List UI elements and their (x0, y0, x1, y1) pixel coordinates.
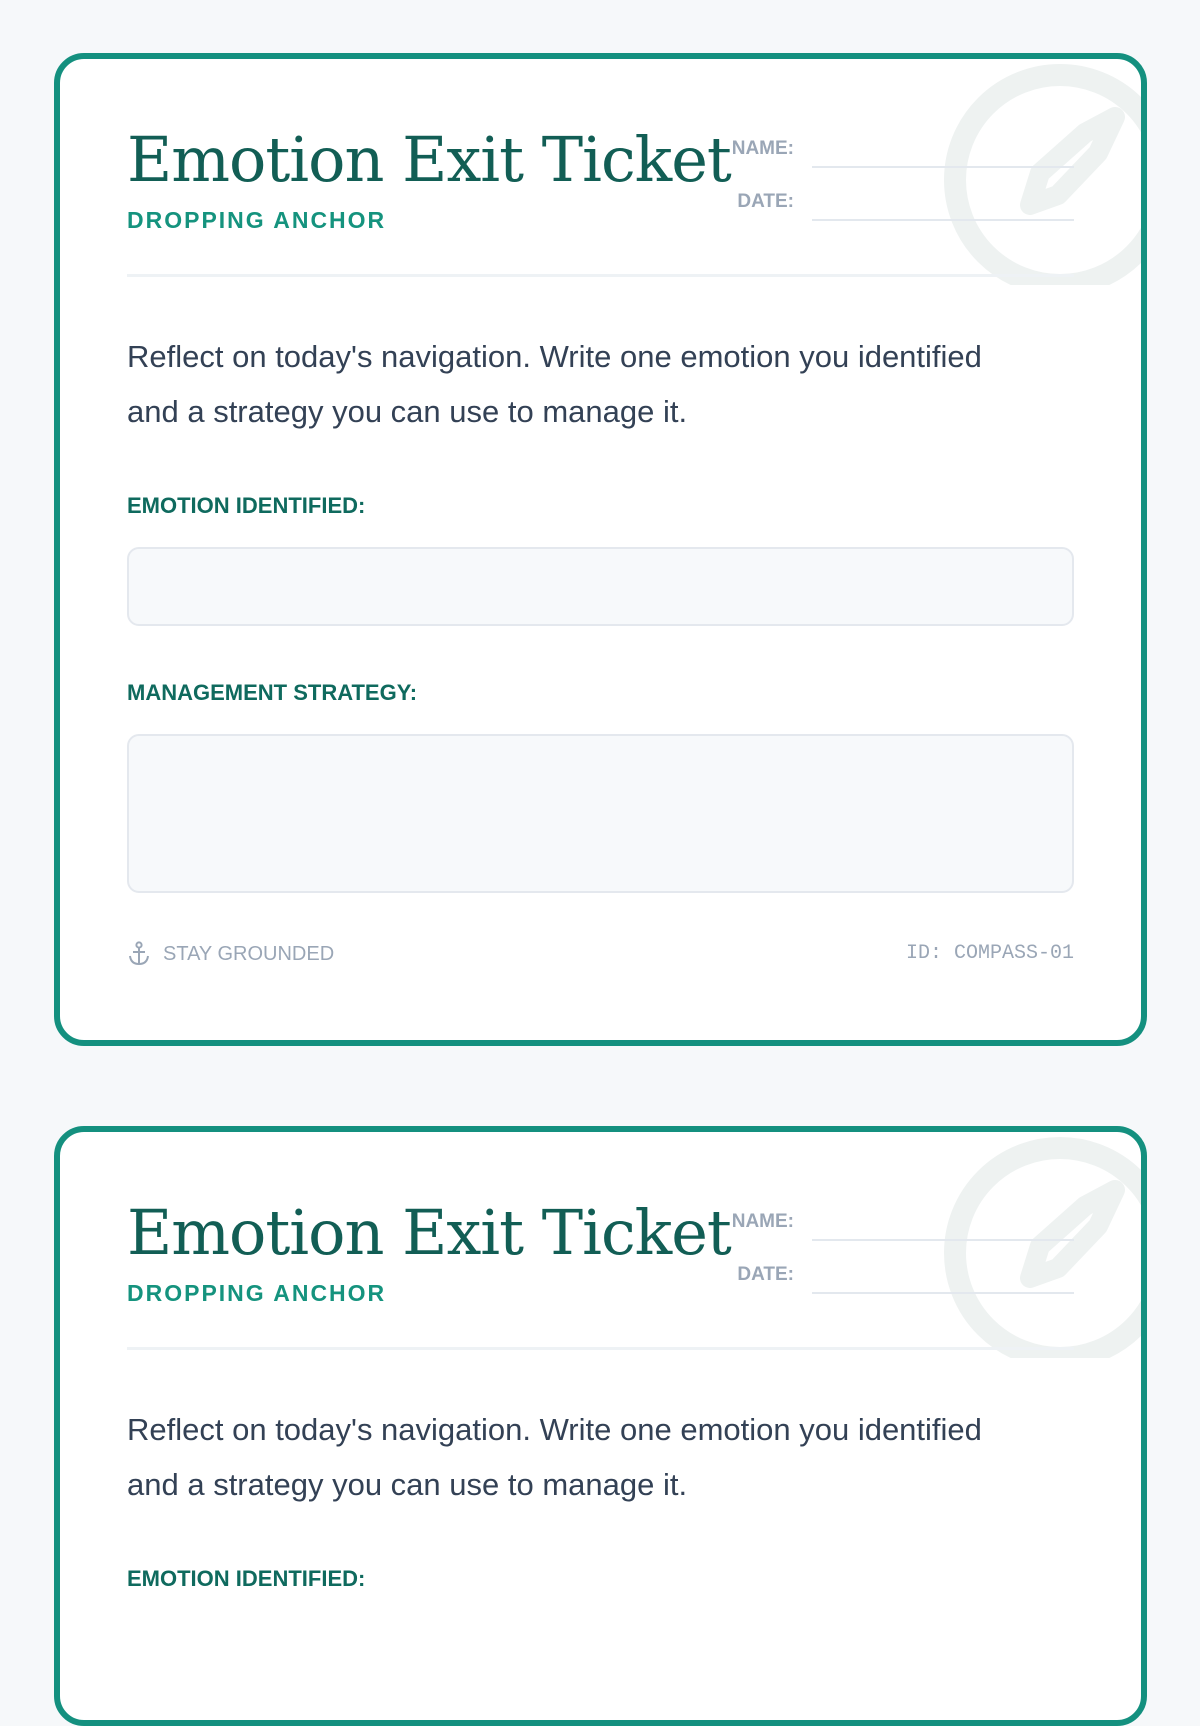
emotion-label: EMOTION IDENTIFIED: (127, 493, 366, 518)
ticket-subtitle: DROPPING ANCHOR (127, 1280, 387, 1306)
strategy-label: MANAGEMENT STRATEGY: (127, 680, 418, 705)
ticket-title: Emotion Exit Ticket (127, 123, 731, 196)
header-divider (127, 1347, 1074, 1350)
exit-ticket-card (54, 53, 1147, 1046)
name-field[interactable] (812, 1239, 1074, 1241)
footer-tagline-text: STAY GROUNDED (163, 942, 335, 965)
anchor-icon (127, 941, 151, 967)
name-field[interactable] (812, 166, 1074, 168)
date-label: DATE: (737, 191, 794, 212)
ticket-prompt: Reflect on today's navigation. Write one emotion you identified and a strategy you can use to manage it. (127, 339, 982, 429)
ticket-title: Emotion Exit Ticket (127, 1196, 731, 1269)
date-field[interactable] (812, 219, 1074, 221)
strategy-input[interactable] (127, 734, 1074, 893)
name-label: NAME: (731, 138, 794, 159)
name-label: NAME: (731, 1211, 794, 1232)
emotion-input[interactable] (127, 547, 1074, 626)
compass-icon (935, 1128, 1147, 1358)
date-label: DATE: (737, 1264, 794, 1285)
emotion-label: EMOTION IDENTIFIED: (127, 1566, 366, 1591)
footer-tagline (127, 941, 334, 967)
compass-icon (935, 55, 1147, 285)
exit-ticket-card (54, 1126, 1147, 1726)
date-field[interactable] (812, 1292, 1074, 1294)
header-divider (127, 274, 1074, 277)
ticket-subtitle: DROPPING ANCHOR (127, 207, 387, 233)
ticket-id: ID: COMPASS-01 (905, 942, 1074, 965)
ticket-prompt: Reflect on today's navigation. Write one emotion you identified and a strategy you can use to manage it. (127, 1412, 982, 1502)
